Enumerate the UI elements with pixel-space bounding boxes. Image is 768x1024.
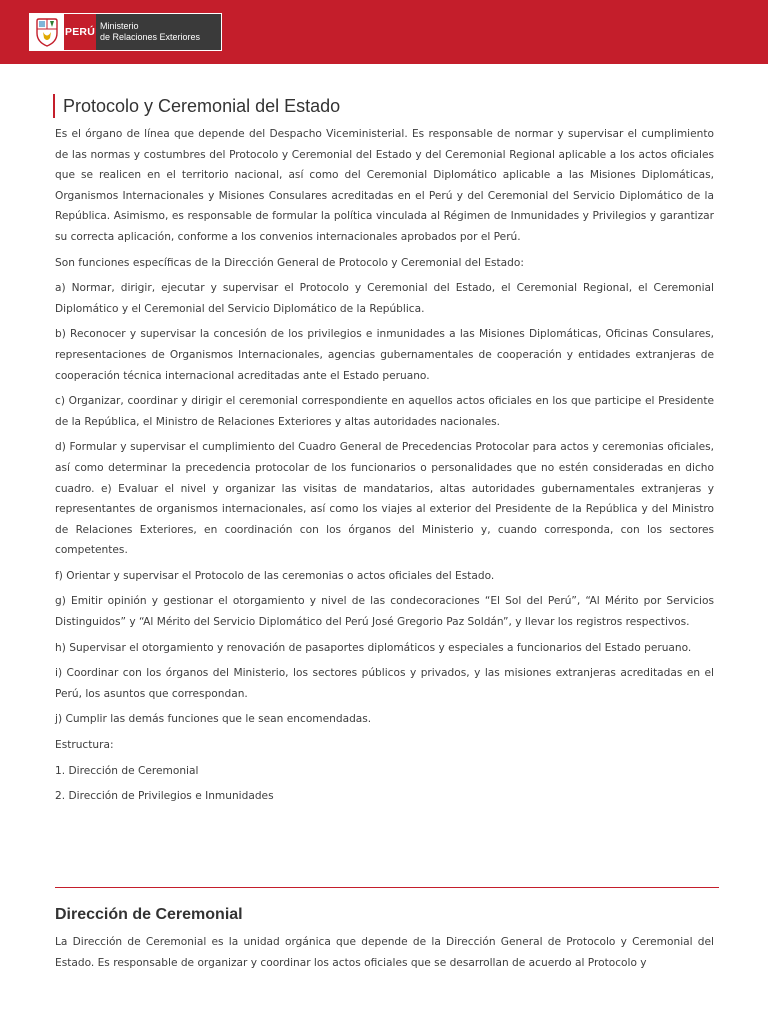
function-item-i: i) Coordinar con los órganos del Ministerio, los sectores públicos y privados, y las misiones extranjeras acreditadas en el Perú, los asuntos que correspondan. <box>55 667 714 700</box>
section-heading-ceremonial: Dirección de Ceremonial <box>55 906 243 923</box>
function-item-d-e: d) Formular y supervisar el cumplimiento del Cuadro General de Precedencias Protocolar para actos y ceremonias oficiales, así como determinar la precedencia protocolar de los funcionarios o personalidades que no estén consideradas en dicho cuadro. e) Evaluar el nivel y organizar las visitas de mandatarios, altas autoridades gubernamentales extranjeras y representantes de organismos internacionales, así como los viajes al exterior del Presidente de la República y del Ministro de Relaciones Exteriores, en coordinación con los órganos del Ministerio y, cuando corresponda, con los sectores competentes. <box>55 441 714 557</box>
section-divider <box>55 887 719 888</box>
function-item-b: b) Reconocer y supervisar la concesión de los privilegios e inmunidades a las Misiones Diplomáticas, Oficinas Consulares, representaciones de Organismos Internacionales, agencias gubernamentales de cooperación y entidades extranjeras de cooperación técnica internacional acreditadas ante el Estado peruano. <box>55 328 714 382</box>
logo-ministry-line2: de Relaciones Exteriores <box>100 31 201 42</box>
logo-country-label: PERÚ <box>64 14 96 50</box>
function-item-j: j) Cumplir las demás funciones que le sean encomendadas. <box>55 713 372 726</box>
intro-paragraph: Es el órgano de línea que depende del Despacho Viceministerial. Es responsable de normar y supervisar el cumplimiento de las normas y costumbres del Protocolo y Ceremonial del Estado y del Ceremonial Regional aplicable a los actos oficiales que se realicen en el territorio nacional, así como del Ceremonial Diplomático aplicable a las Misiones Diplomáticas, Organismos Internacionales y Misiones Consulares acreditadas en el Perú y del Ceremonial del Servicio Diplomático de la República. Asimismo, es responsable de formular la política vinculada al Régimen de Inmunidades y Privilegios y garantizar su correcta aplicación, conforme a los convenios internacionales aprobados por el Perú. <box>55 128 714 243</box>
function-item-a: a) Normar, dirigir, ejecutar y supervisar el Protocolo y Ceremonial del Estado, el Ceremonial Regional, el Ceremonial Diplomático y el Ceremonial del Servicio Diplomático de la República. <box>55 282 714 315</box>
coat-of-arms-icon <box>30 14 64 50</box>
logo-ministry-line1: Ministerio <box>100 21 139 31</box>
structure-item-2: 2. Dirección de Privilegios e Inmunidades <box>55 790 274 803</box>
structure-item-1: 1. Dirección de Ceremonial <box>55 764 199 777</box>
page-title: Protocolo y Ceremonial del Estado <box>53 94 340 118</box>
structure-label: Estructura: <box>55 739 114 752</box>
ministry-logo[interactable] <box>29 13 222 51</box>
section-protocolo-content <box>55 124 714 812</box>
ceremonial-paragraph: La Dirección de Ceremonial es la unidad orgánica que depende de la Dirección General de Protocolo y Ceremonial del Estado. Es responsable de organizar y coordinar los actos oficiales que se desarrollan de acuerdo al Protocolo y <box>55 936 714 969</box>
function-item-h: h) Supervisar el otorgamiento y renovación de pasaportes diplomáticos y especiales a funcionarios del Estado peruano. <box>55 641 692 654</box>
functions-intro: Son funciones específicas de la Dirección General de Protocolo y Ceremonial del Estado: <box>55 256 524 269</box>
logo-ministry-name <box>96 14 221 50</box>
function-item-c: c) Organizar, coordinar y dirigir el ceremonial correspondiente en aquellos actos oficiales en los que participe el Presidente de la República, el Ministro de Relaciones Exteriores y altas autoridades nacionales. <box>55 395 714 428</box>
site-header <box>0 0 768 64</box>
function-item-f: f) Orientar y supervisar el Protocolo de las ceremonias o actos oficiales del Estado. <box>55 569 495 582</box>
section-ceremonial-content <box>55 932 714 973</box>
function-item-g: g) Emitir opinión y gestionar el otorgamiento y nivel de las condecoraciones “El Sol del Perú”, “Al Mérito por Servicios Distinguidos” y “Al Mérito del Servicio Diplomático del Perú José Gregorio Paz Soldán”, y llevar los registros respectivos. <box>55 595 714 629</box>
